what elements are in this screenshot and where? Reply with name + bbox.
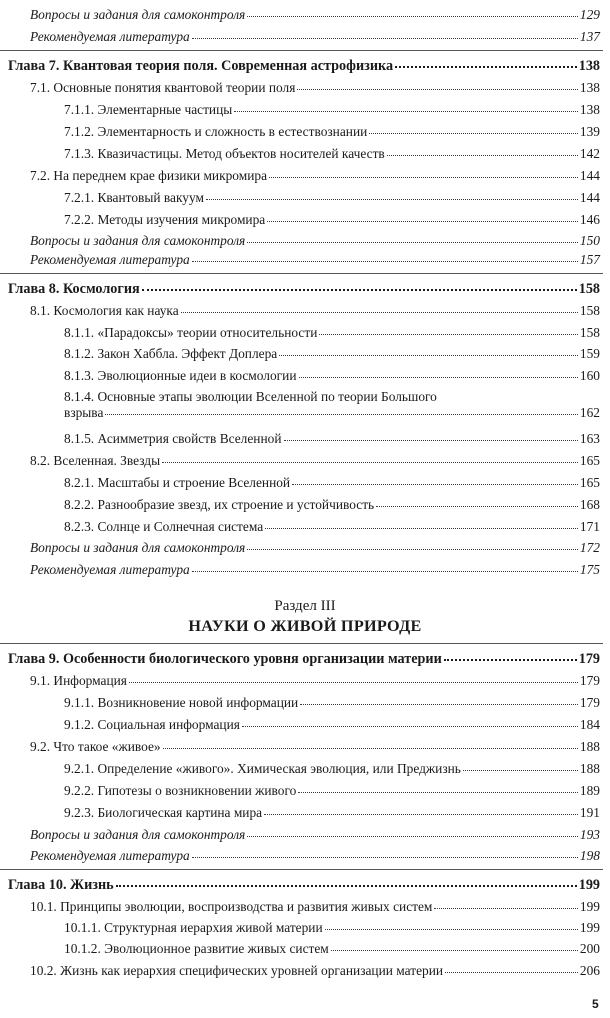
dot-leader	[264, 813, 578, 815]
dot-leader	[242, 725, 578, 727]
toc-entry[interactable]	[0, 540, 600, 556]
dot-leader	[162, 461, 578, 463]
dot-leader	[192, 856, 578, 858]
dot-leader	[331, 949, 578, 951]
section-divider	[0, 643, 603, 644]
toc-page-number: 199	[578, 877, 600, 893]
page-number: 5	[592, 997, 599, 1011]
section-label: Раздел III	[274, 598, 336, 614]
dot-leader	[299, 376, 578, 378]
dot-leader	[445, 971, 578, 973]
toc-entry-title: 7.1.3. Квазичастицы. Метод объектов носителей качеств	[64, 146, 385, 161]
toc-entry[interactable]	[0, 717, 600, 733]
dot-leader	[434, 907, 578, 909]
toc-entry[interactable]	[0, 475, 600, 491]
dot-leader	[234, 110, 578, 112]
toc-entry[interactable]	[0, 212, 600, 228]
toc-entry-title: 8.2.3. Солнце и Солнечная система	[64, 519, 264, 534]
dot-leader	[376, 505, 578, 507]
toc-page-number: 175	[579, 562, 600, 577]
toc-entry[interactable]	[0, 899, 600, 915]
toc-entry-title: Глава 8. Космология	[8, 281, 140, 297]
dot-leader	[247, 835, 578, 837]
dot-leader	[206, 198, 578, 200]
toc-entry-title: 9.1.1. Возникновение новой информации	[64, 695, 299, 710]
toc-entry-title: 8.2.2. Разнообразие звезд, их строение и устойчивость	[64, 497, 375, 512]
toc-entry[interactable]	[0, 29, 600, 45]
toc-entry-title: Рекомендуемая литература	[30, 252, 190, 267]
toc-entry[interactable]	[0, 519, 600, 535]
dot-leader	[192, 260, 578, 262]
toc-entry-title: 7.1.1. Элементарные частицы	[64, 102, 233, 117]
toc-entry[interactable]	[0, 453, 600, 469]
toc-page-number: 191	[579, 805, 600, 820]
toc-entry[interactable]	[0, 695, 600, 711]
toc-entry[interactable]	[0, 848, 600, 864]
toc-entry-title: 7.2. На переднем крае физики микромира	[30, 168, 268, 183]
toc-entry-title: 8.2.1. Масштабы и строение Вселенной	[64, 475, 291, 490]
toc-chapter[interactable]	[0, 58, 600, 74]
toc-page-number: 163	[579, 431, 600, 446]
dot-leader	[129, 681, 578, 683]
dot-leader	[292, 483, 578, 485]
dot-leader	[105, 413, 578, 415]
dot-leader	[265, 527, 578, 529]
dot-leader	[163, 747, 578, 749]
toc-entry[interactable]	[0, 102, 600, 118]
toc-entry[interactable]	[0, 303, 600, 319]
toc-page-number: 159	[579, 346, 600, 361]
dot-leader	[319, 333, 578, 335]
toc-entry[interactable]	[0, 325, 600, 341]
toc-entry[interactable]	[0, 233, 600, 249]
toc-entry-title: Вопросы и задания для самоконтроля	[30, 827, 246, 842]
toc-page-number: 189	[579, 783, 600, 798]
toc-entry[interactable]	[0, 431, 600, 447]
toc-page-number: 198	[579, 848, 600, 863]
toc-entry-title: 7.1. Основные понятия квантовой теории поля	[30, 80, 296, 95]
toc-entry[interactable]	[0, 146, 600, 162]
toc-page-number: 158	[579, 303, 600, 318]
toc-page-number: 138	[578, 58, 600, 74]
dot-leader	[267, 220, 578, 222]
toc-page-number: 144	[579, 168, 600, 183]
toc-entry-title: 10.1.1. Структурная иерархия живой материи	[64, 920, 323, 935]
toc-entry-continuation	[64, 405, 600, 421]
toc-page-number: 179	[578, 651, 600, 667]
toc-entry[interactable]	[0, 124, 600, 140]
toc-page-number: 184	[579, 717, 600, 732]
toc-entry-title: 8.1.2. Закон Хаббла. Эффект Доплера	[64, 346, 278, 361]
toc-page-number: 146	[579, 212, 600, 227]
toc-entry-title: 8.2. Вселенная. Звезды	[30, 453, 161, 468]
toc-entry-title: 9.2.3. Биологическая картина мира	[64, 805, 263, 820]
toc-entry-title: Вопросы и задания для самоконтроля	[30, 540, 246, 555]
dot-leader	[297, 88, 578, 90]
dot-leader	[192, 37, 578, 39]
toc-page-number: 193	[579, 827, 600, 842]
dot-leader	[247, 15, 578, 17]
dot-leader	[247, 241, 578, 243]
dot-leader	[269, 176, 578, 178]
dot-leader	[142, 288, 577, 291]
toc-entry-title: 7.2.2. Методы изучения микромира	[64, 212, 266, 227]
toc-page-number: 179	[579, 695, 600, 710]
toc-entry-title: 7.2.1. Квантовый вакуум	[64, 190, 204, 205]
toc-page-number: 199	[579, 920, 600, 935]
toc-page-number: 158	[578, 281, 600, 297]
dot-leader	[369, 132, 578, 134]
toc-page-number: 150	[579, 233, 600, 248]
toc-entry-title: 9.2.2. Гипотезы о возникновении живого	[64, 783, 297, 798]
dot-leader	[279, 354, 578, 356]
toc-page-number: 162	[579, 405, 600, 420]
toc-entry-title: 10.1.2. Эволюционное развитие живых систем	[64, 941, 329, 956]
toc-page-number: 171	[579, 519, 600, 534]
toc-entry[interactable]	[0, 252, 600, 268]
toc-entry[interactable]	[0, 920, 600, 936]
toc-entry-title: Глава 7. Квантовая теория поля. Современная астрофизика	[8, 58, 394, 74]
toc-page-number: 168	[579, 497, 600, 512]
toc-entry[interactable]	[0, 368, 600, 384]
section-title: НАУКИ О ЖИВОЙ ПРИРОДЕ	[188, 617, 422, 635]
toc-entry-title: 8.1.5. Асимметрия свойств Вселенной	[64, 431, 282, 446]
toc-entry-title: 9.2.1. Определение «живого». Химическая эволюция, или Преджизнь	[64, 761, 461, 776]
toc-page-number: 137	[579, 29, 600, 44]
toc-entry-title: 8.1.1. «Парадоксы» теории относительности	[64, 325, 318, 340]
toc-chapter[interactable]	[0, 281, 600, 297]
toc-page-number: 179	[579, 673, 600, 688]
toc-entry[interactable]	[0, 562, 600, 578]
dot-leader	[298, 791, 578, 793]
toc-entry[interactable]	[0, 190, 600, 206]
dot-leader	[444, 658, 577, 661]
toc-entry-title: 7.1.2. Элементарность и сложность в естествознании	[64, 124, 368, 139]
toc-entry-title: Рекомендуемая литература	[30, 848, 190, 863]
section-divider	[0, 869, 603, 870]
toc-entry[interactable]	[0, 827, 600, 843]
toc-entry[interactable]	[0, 963, 600, 979]
toc-page-number: 158	[579, 325, 600, 340]
toc-page-number: 138	[579, 80, 600, 95]
toc-entry[interactable]	[0, 389, 600, 421]
toc-page-number: 199	[579, 899, 600, 914]
dot-leader	[116, 884, 577, 887]
toc-entry-title: 8.1. Космология как наука	[30, 303, 179, 318]
toc-page-number: 160	[579, 368, 600, 383]
dot-leader	[247, 548, 578, 550]
toc-entry-title: Глава 9. Особенности биологического уровня организации материи	[8, 651, 442, 667]
dot-leader	[325, 928, 578, 930]
dot-leader	[284, 439, 578, 441]
toc-entry-title-cont: взрыва	[64, 405, 104, 420]
toc-entry[interactable]	[0, 805, 600, 821]
toc-page-number: 172	[579, 540, 600, 555]
toc-page-number: 165	[579, 453, 600, 468]
toc-entry[interactable]	[0, 346, 600, 362]
toc-page-number: 139	[579, 124, 600, 139]
dot-leader	[387, 154, 578, 156]
toc-entry-title: 8.1.4. Основные этапы эволюции Вселенной по теории Большого	[64, 389, 437, 404]
toc-entry[interactable]	[0, 168, 600, 184]
toc-entry[interactable]	[0, 739, 600, 755]
toc-entry-title: 9.1.2. Социальная информация	[64, 717, 240, 732]
toc-entry[interactable]	[0, 7, 600, 23]
toc-chapter[interactable]	[0, 651, 600, 667]
toc-page-number: 144	[579, 190, 600, 205]
toc-page-number: 165	[579, 475, 600, 490]
toc-entry-title: 9.1. Информация	[30, 673, 127, 688]
toc-entry[interactable]	[0, 783, 600, 799]
toc-entry-title: Рекомендуемая литература	[30, 29, 190, 44]
toc-entry[interactable]	[0, 941, 600, 957]
toc-entry-title: Вопросы и задания для самоконтроля	[30, 7, 246, 22]
toc-entry[interactable]	[0, 497, 600, 513]
toc-entry-title: 10.2. Жизнь как иерархия специфических уровней организации материи	[30, 963, 444, 978]
dot-leader	[395, 65, 577, 68]
section-divider	[0, 50, 603, 51]
toc-entry[interactable]	[0, 80, 600, 96]
toc-page-number: 200	[579, 941, 600, 956]
toc-page-number: 188	[579, 761, 600, 776]
toc-page-number: 142	[579, 146, 600, 161]
toc-page-number: 188	[579, 739, 600, 754]
toc-entry-title: 9.2. Что такое «живое»	[30, 739, 161, 754]
toc-entry-title: 8.1.3. Эволюционные идеи в космологии	[64, 368, 297, 383]
dot-leader	[181, 311, 578, 313]
toc-entry-title: Рекомендуемая литература	[30, 562, 190, 577]
toc-entry-title: Вопросы и задания для самоконтроля	[30, 233, 246, 248]
toc-page-number: 129	[579, 7, 600, 22]
dot-leader	[192, 570, 578, 572]
section-divider	[0, 273, 603, 274]
toc-entry[interactable]	[0, 673, 600, 689]
toc-entry[interactable]	[0, 761, 600, 777]
dot-leader	[300, 703, 578, 705]
toc-page-number: 206	[579, 963, 600, 978]
dot-leader	[463, 769, 578, 771]
toc-chapter[interactable]	[0, 877, 600, 893]
toc-entry-title: 10.1. Принципы эволюции, воспроизводства и развития живых систем	[30, 899, 433, 914]
toc-page-number: 138	[579, 102, 600, 117]
toc-entry-title: Глава 10. Жизнь	[8, 877, 114, 893]
toc-page-number: 157	[579, 252, 600, 267]
